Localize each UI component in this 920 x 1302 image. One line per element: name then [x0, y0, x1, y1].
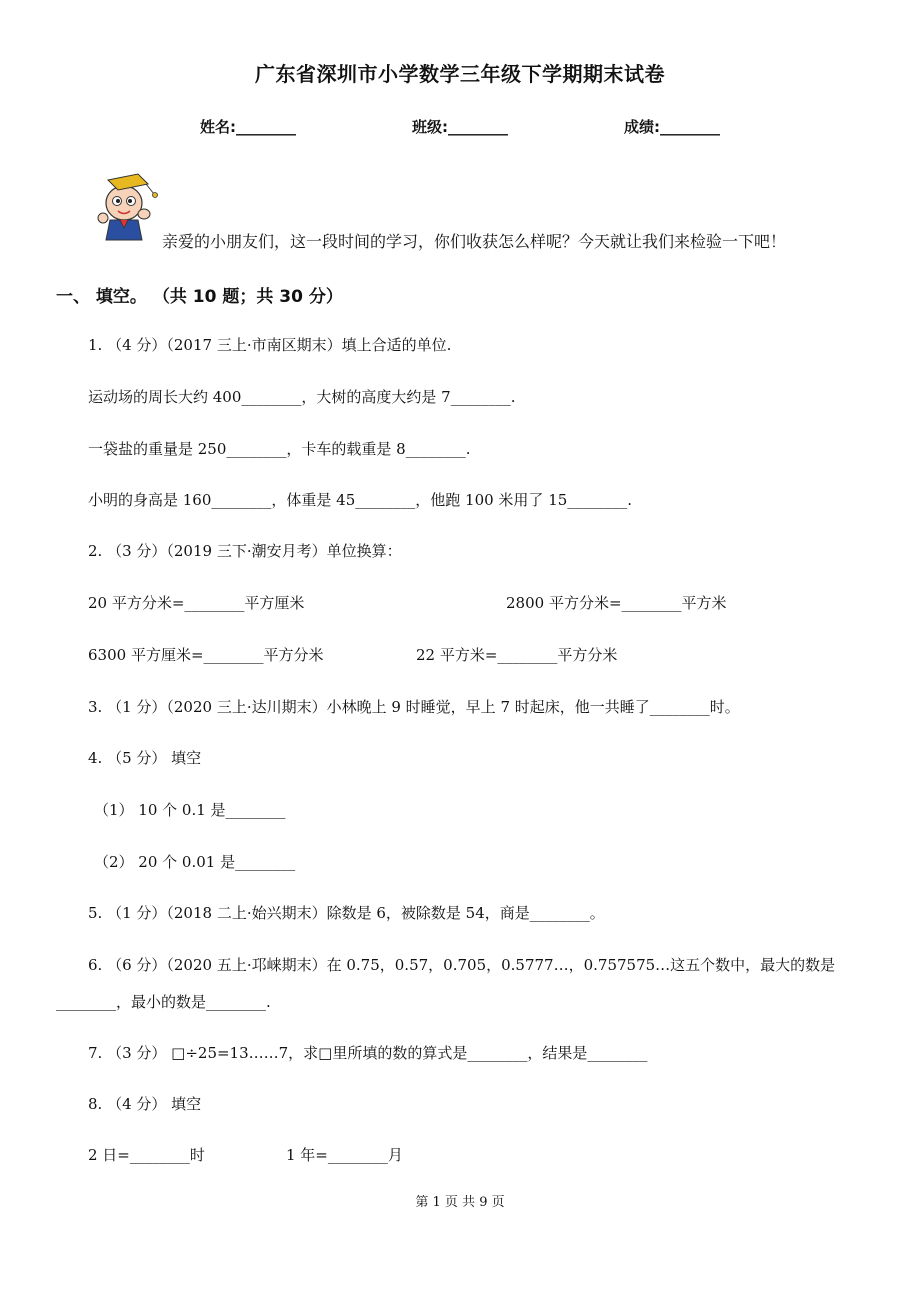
q1-line-2: 一袋盐的重量是 250________，卡车的载重是 8________.	[88, 440, 471, 458]
q8-heading: 8. （4 分） 填空	[88, 1095, 202, 1113]
q2-item-d: 22 平方米=________平方分米	[416, 646, 618, 664]
page-footer: 第 1 页 共 9 页	[415, 1195, 505, 1210]
greeting-text: 亲爱的小朋友们，这一段时间的学习，你们收获怎么样呢？今天就让我们来检验一下吧！	[162, 232, 787, 251]
q1-line-3: 小明的身高是 160________，体重是 45________，他跑 100 米用了 15________.	[88, 491, 633, 509]
q6-continuation: ________，最小的数是________.	[56, 993, 271, 1011]
q2-item-b: 2800 平方分米=________平方米	[506, 594, 727, 612]
q4-sub-1: （1） 10 个 0.1 是________	[94, 801, 286, 819]
section-1-heading: 一、 填空。 （共 10 题；共 30 分）	[56, 287, 343, 307]
q2-item-c: 6300 平方厘米=________平方分米	[88, 646, 324, 664]
name-field-label: 姓名:________	[200, 118, 296, 136]
q6-text: 6. （6 分）（2020 五上·邛崃期末）在 0.75，0.57，0.705，0.5777…，0.757575…这五个数中，最大的数是	[88, 956, 836, 974]
mascot-illustration	[88, 168, 166, 246]
q5-text: 5. （1 分）（2018 二上·始兴期末）除数是 6，被除数是 54，商是________。	[88, 904, 605, 922]
q2-heading: 2. （3 分）（2019 三下·潮安月考）单位换算：	[88, 542, 402, 560]
q3-text: 3. （1 分）（2020 三上·达川期末）小林晚上 9 时睡觉，早上 7 时起床，他一共睡了________时。	[88, 698, 740, 716]
class-field-label: 班级:________	[412, 118, 508, 136]
q4-sub-2: （2） 20 个 0.01 是________	[94, 853, 296, 871]
score-field-label: 成绩:________	[624, 118, 720, 136]
q8-item-b: 1 年=________月	[286, 1146, 403, 1164]
q8-item-a: 2 日=________时	[88, 1146, 205, 1164]
exam-title: 广东省深圳市小学数学三年级下学期期末试卷	[255, 62, 665, 86]
q4-heading: 4. （5 分） 填空	[88, 749, 202, 767]
q1-heading: 1. （4 分）（2017 三上·市南区期末）填上合适的单位.	[88, 336, 452, 354]
q2-item-a: 20 平方分米=________平方厘米	[88, 594, 305, 612]
q1-line-1: 运动场的周长大约 400________，大树的高度大约是 7________.	[88, 388, 516, 406]
q7-text: 7. （3 分） □÷25=13……7，求□里所填的数的算式是________，结果是________	[88, 1044, 648, 1062]
